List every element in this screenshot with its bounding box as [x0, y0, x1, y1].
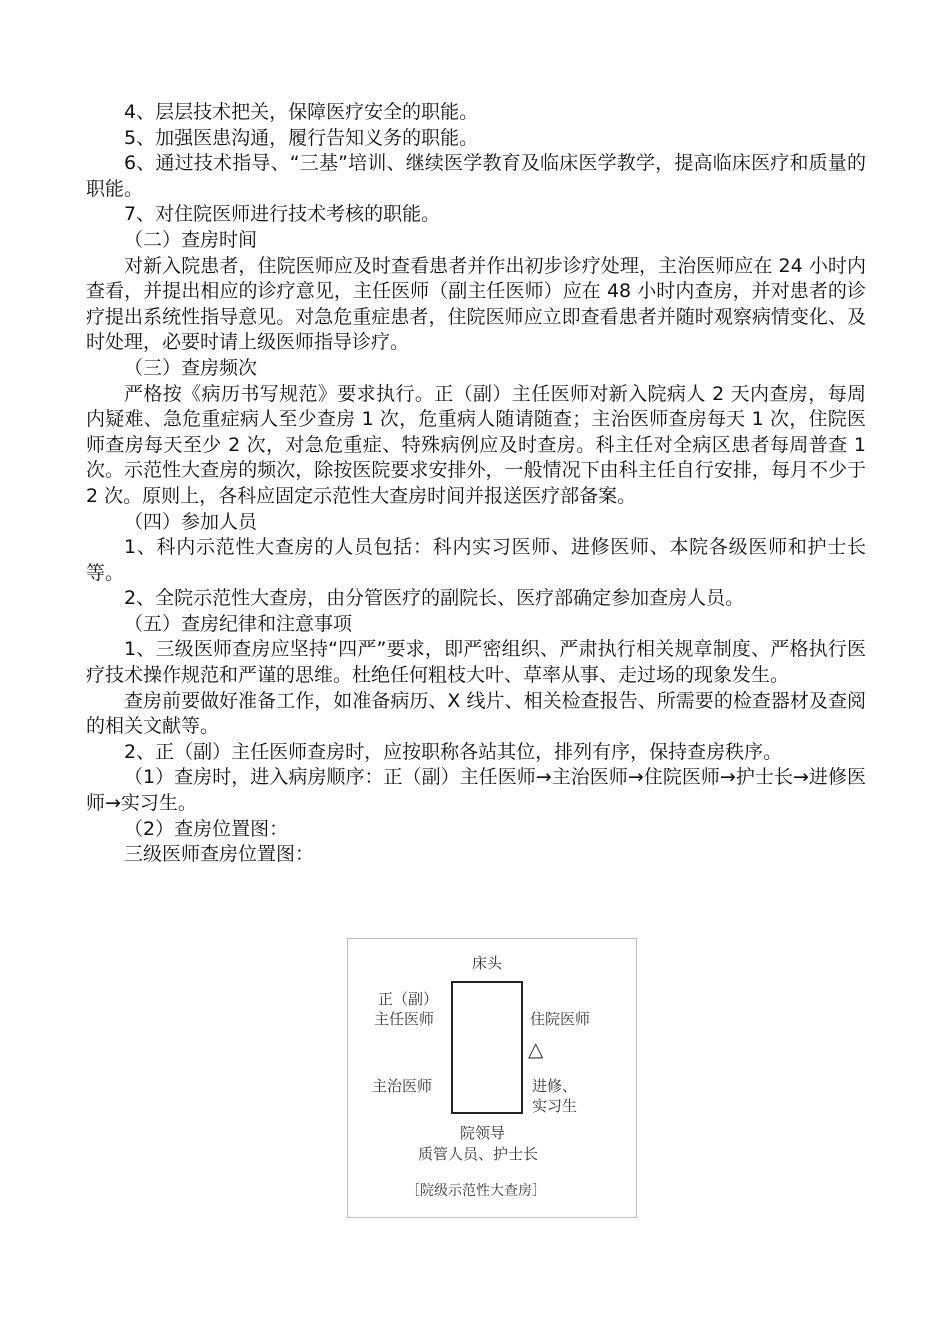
- paragraph-entry-order: （1）查房时，进入病房顺序：正（副）主任医师→主治医师→住院医师→护士长→进修医师→实习生。: [86, 766, 866, 815]
- section-heading-rounds-frequency: （三）查房频次: [124, 356, 258, 379]
- paragraph-participants-1: 1、科内示范性大查房的人员包括：科内实习医师、进修医师、本院各级医师和护士长等。: [86, 536, 866, 584]
- paragraph-rounds-time: 对新入院患者，住院医师应及时查看患者并作出初步诊疗处理，主治医师应在 24 小时内查看，并提出相应的诊疗意见，主任医师（副主任医师）应在 48 小时内查房，并对患者的诊疗提出系统性指导意见。对急危重症患者，住院医师应立即查看患者并随时观察病情变化、及时处理，必要时请上级医师指导诊疗。: [86, 254, 866, 354]
- paragraph-rounds-frequency: 严格按《病历书写规范》要求执行。正（副）主任医师对新入院病人 2 天内查房，每周内疑难、急危重症病人至少查房 1 次，危重病人随请随查；主治医师查房每天 1 次，住院医师查房每天至少 2 次，对急危重症、特殊病例应及时查房。科主任对全病区患者每周普查 1 次。示范性大查房的频次，除按医院要求安排外，一般情况下由科主任自行安排，每月不少于 2 次。原则上，各科应固定示范性大查房时间并报送医疗部备案。: [86, 382, 866, 507]
- resident-physician-label: 住院医师: [530, 1010, 591, 1028]
- chief-physician-label-line2: 主任医师: [374, 1010, 435, 1028]
- section-heading-participants: （四）参加人员: [124, 510, 258, 533]
- bed-outline: [451, 981, 523, 1114]
- document-body: [86, 100, 866, 868]
- section-heading-rounds-time: （二）查房时间: [124, 228, 258, 251]
- paragraph-preparation: 查房前要做好准备工作，如准备病历、X 线片、相关检查报告、所需要的检查器材及查阅的相关文献等。: [86, 689, 866, 738]
- section-heading-discipline: （五）查房纪律和注意事项: [124, 612, 353, 635]
- paragraph-item-7: 7、对住院医师进行技术考核的职能。: [124, 203, 441, 226]
- paragraph-item-4: 4、层层技术把关，保障医疗安全的职能。: [124, 101, 479, 123]
- paragraph-participants-2: 2、全院示范性大查房，由分管医疗的副院长、医疗部确定参加查房人员。: [124, 587, 745, 610]
- chief-physician-label-line1: 正（副）: [378, 990, 439, 1008]
- paragraph-diagram-title: 三级医师查房位置图：: [124, 843, 315, 866]
- hospital-leader-label: 院领导: [460, 1124, 506, 1142]
- paragraph-discipline-2: 2、正（副）主任医师查房时，应按职称各站其位，排列有序，保持查房秩序。: [124, 740, 783, 763]
- paragraph-item-5: 5、加强医患沟通，履行告知义务的职能。: [124, 126, 479, 149]
- ward-rounds-position-diagram: [347, 938, 637, 1218]
- paragraph-discipline-1: 1、三级医师查房应坚持“四严”要求，即严密组织、严肃执行相关规章制度、严格执行医疗技术操作规范和严谨的思维。杜绝任何粗枝大叶、草率从事、走过场的现象发生。: [86, 638, 866, 687]
- attending-physician-label: 主治医师: [372, 1077, 433, 1095]
- diagram-caption: ［院级示范性大查房］: [406, 1183, 546, 1199]
- triangle-marker-icon: △: [528, 1037, 544, 1061]
- paragraph-position-diagram: （2）查房位置图：: [124, 817, 289, 840]
- trainee-label-line2: 实习生: [532, 1097, 578, 1115]
- bed-head-label: 床头: [472, 954, 503, 972]
- quality-staff-label: 质管人员、护士长: [418, 1145, 539, 1163]
- trainee-label-line1: 进修、: [532, 1077, 578, 1095]
- paragraph-item-6: 6、通过技术指导、“三基”培训、继续医学教育及临床医学教学，提高临床医疗和质量的职能。: [86, 152, 866, 200]
